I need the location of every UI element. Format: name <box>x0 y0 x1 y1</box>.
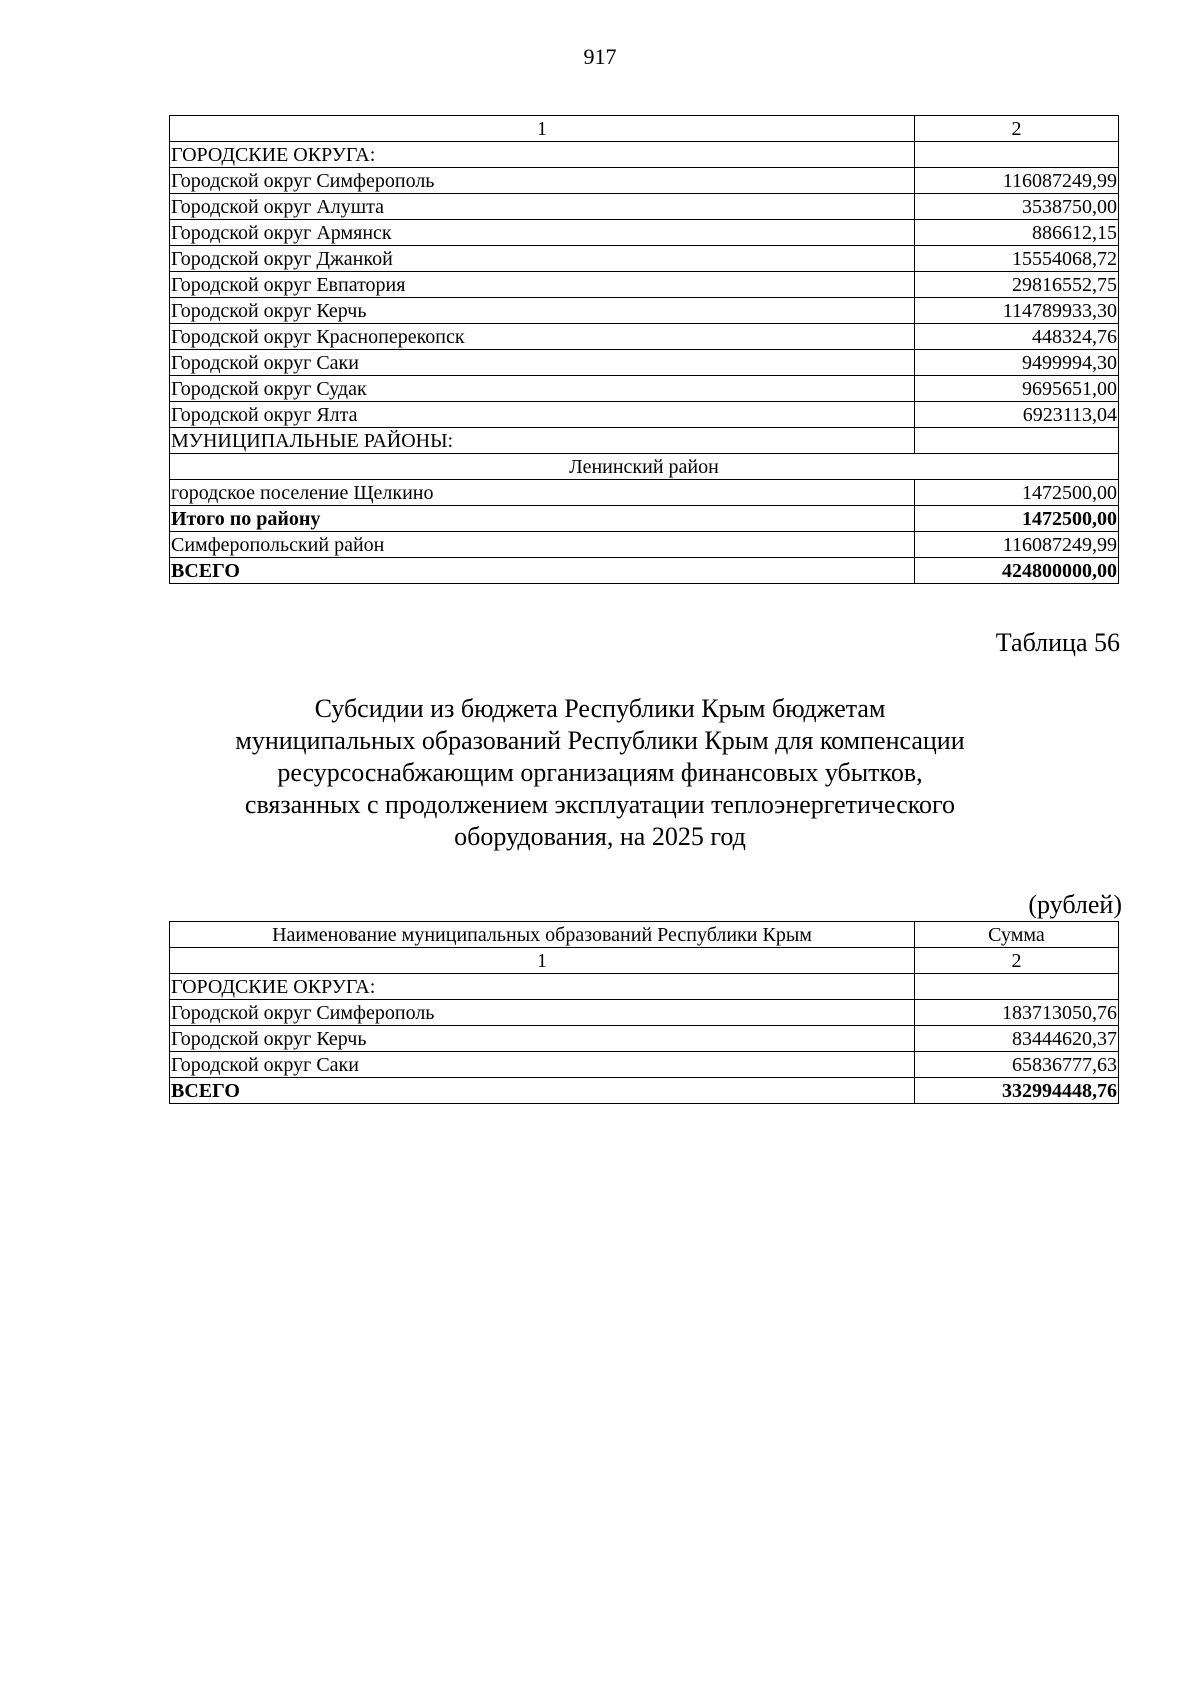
row-value: 448324,76 <box>915 324 1119 350</box>
section-header-row <box>170 974 1119 1000</box>
table-row <box>170 402 1119 428</box>
column-number-1: 1 <box>170 116 915 142</box>
grand-total-label: ВСЕГО <box>170 558 915 584</box>
column-number-2: 2 <box>915 116 1119 142</box>
empty-cell <box>915 142 1119 168</box>
row-value: 15554068,72 <box>915 246 1119 272</box>
row-name: Городской округ Ялта <box>170 402 915 428</box>
row-name: Городской округ Керчь <box>170 1026 915 1052</box>
header-row <box>170 922 1119 948</box>
grand-total-row <box>170 558 1119 584</box>
row-name: Городской округ Саки <box>170 1052 915 1078</box>
section-municipal-districts: МУНИЦИПАЛЬНЫЕ РАЙОНЫ: <box>170 428 915 454</box>
district-total-row <box>170 506 1119 532</box>
table-row <box>170 1052 1119 1078</box>
table-row <box>170 298 1119 324</box>
table-row <box>170 350 1119 376</box>
empty-cell <box>915 974 1119 1000</box>
column-number-2: 2 <box>915 948 1119 974</box>
table-row <box>170 1000 1119 1026</box>
section-city-districts: ГОРОДСКИЕ ОКРУГА: <box>170 974 915 1000</box>
row-value: 83444620,37 <box>915 1026 1119 1052</box>
table-row <box>170 168 1119 194</box>
row-value: 1472500,00 <box>915 480 1119 506</box>
title-line: ресурсоснабжающим организациям финансовых убытков, <box>277 758 923 787</box>
allocation-table-continued <box>169 115 1119 584</box>
column-number-1: 1 <box>170 948 915 974</box>
row-name: Городской округ Саки <box>170 350 915 376</box>
title-line: муниципальных образований Республики Крым для компенсации <box>235 726 965 755</box>
district-name: Ленинский район <box>170 454 1119 480</box>
table-row <box>170 532 1119 558</box>
row-name: Городской округ Симферополь <box>170 1000 915 1026</box>
district-total-label: Итого по району <box>170 506 915 532</box>
grand-total-value: 424800000,00 <box>915 558 1119 584</box>
row-value: 65836777,63 <box>915 1052 1119 1078</box>
title-line: оборудования, на 2025 год <box>454 822 746 851</box>
grand-total-label: ВСЕГО <box>170 1078 915 1104</box>
table-row <box>170 324 1119 350</box>
subsidy-table <box>169 921 1119 1104</box>
section-header-row <box>170 428 1119 454</box>
table-row <box>170 194 1119 220</box>
row-value: 116087249,99 <box>915 168 1119 194</box>
row-value: 183713050,76 <box>915 1000 1119 1026</box>
grand-total-row <box>170 1078 1119 1104</box>
table-row <box>170 480 1119 506</box>
row-value: 9499994,30 <box>915 350 1119 376</box>
section-city-districts: ГОРОДСКИЕ ОКРУГА: <box>170 142 915 168</box>
empty-cell <box>915 428 1119 454</box>
row-name: Городской округ Алушта <box>170 194 915 220</box>
row-name: Городской округ Евпатория <box>170 272 915 298</box>
district-name-row <box>170 454 1119 480</box>
column-number-row <box>170 948 1119 974</box>
row-name: Городской округ Судак <box>170 376 915 402</box>
table-row <box>170 1026 1119 1052</box>
title-line: Субсидии из бюджета Республики Крым бюджетам <box>314 694 886 723</box>
row-name: Городской округ Красноперекопск <box>170 324 915 350</box>
district-total-value: 1472500,00 <box>915 506 1119 532</box>
header-sum: Сумма <box>915 922 1119 948</box>
table-row <box>170 220 1119 246</box>
row-value: 6923113,04 <box>915 402 1119 428</box>
table-row <box>170 246 1119 272</box>
row-value: 116087249,99 <box>915 532 1119 558</box>
title-line: связанных с продолжением эксплуатации теплоэнергетического <box>244 790 956 819</box>
row-value: 9695651,00 <box>915 376 1119 402</box>
row-name: Городской округ Джанкой <box>170 246 915 272</box>
header-name: Наименование муниципальных образований Республики Крым <box>170 922 915 948</box>
row-value: 114789933,30 <box>915 298 1119 324</box>
column-number-row <box>170 116 1119 142</box>
row-name: Симферопольский район <box>170 532 915 558</box>
page-number: 917 <box>583 44 617 69</box>
row-name: Городской округ Симферополь <box>170 168 915 194</box>
table-row <box>170 272 1119 298</box>
table-row <box>170 376 1119 402</box>
row-name: Городской округ Армянск <box>170 220 915 246</box>
row-value: 3538750,00 <box>915 194 1119 220</box>
document-title <box>0 693 1200 853</box>
unit-label: (рублей) <box>1028 890 1122 919</box>
row-value: 29816552,75 <box>915 272 1119 298</box>
section-header-row <box>170 142 1119 168</box>
row-name: городское поселение Щелкино <box>170 480 915 506</box>
row-value: 886612,15 <box>915 220 1119 246</box>
grand-total-value: 332994448,76 <box>915 1078 1119 1104</box>
row-name: Городской округ Керчь <box>170 298 915 324</box>
table-number: Таблица 56 <box>995 628 1120 657</box>
